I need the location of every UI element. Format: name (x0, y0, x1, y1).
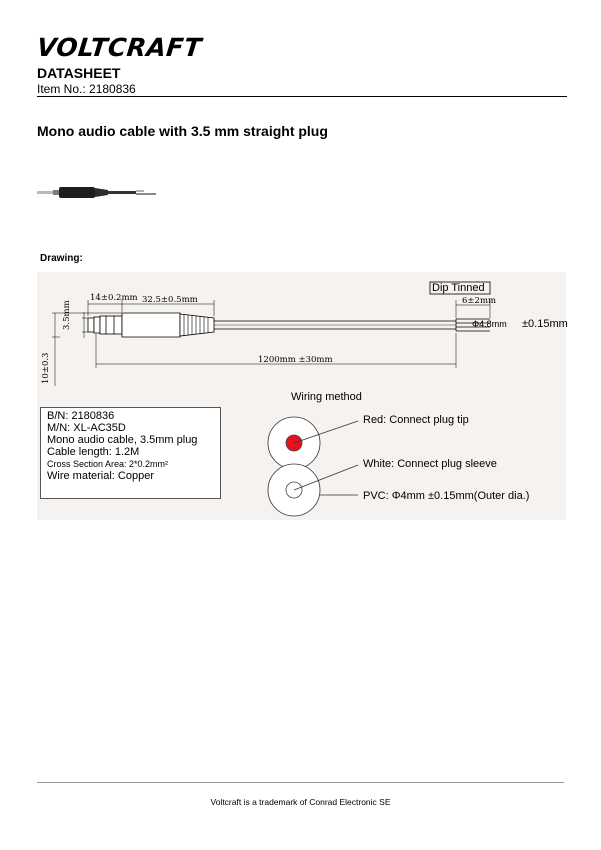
spec-bn: B/N: 2180836 (47, 410, 115, 422)
dim-cable-dia-a: Φ4.8mm (472, 319, 507, 329)
brand-logo: VOLTCRAFT (35, 33, 204, 62)
product-title: Mono audio cable with 3.5 mm straight plug (37, 123, 328, 139)
dim-plug-diameter: 3.5mm (62, 300, 72, 330)
spec-length: Cable length: 1.2M (47, 446, 140, 458)
spec-material: Wire material: Copper (47, 470, 154, 482)
wiring-white-label: White: Connect plug sleeve (363, 458, 497, 470)
spec-mn: M/N: XL-AC35D (47, 422, 126, 434)
drawing-label: Drawing: (40, 253, 83, 264)
spec-cross-section: Cross Section Area: 2*0.2mm² (47, 459, 169, 469)
dim-cable-dia-b: ±0.15mm (522, 318, 568, 330)
dim-cable-length: 1200mm ±30mm (258, 355, 333, 365)
wiring-red-label: Red: Connect plug tip (363, 414, 469, 426)
footer-divider (37, 782, 564, 783)
document-type: DATASHEET (37, 65, 121, 81)
dip-tinned-label: Dip Tinned (432, 282, 485, 294)
wiring-title: Wiring method (291, 391, 362, 403)
item-number: Item No.: 2180836 (37, 82, 136, 96)
wiring-pvc-label: PVC: Φ4mm ±0.15mm(Outer dia.) (363, 490, 530, 502)
dim-plug-body: 32.5±0.5mm (142, 295, 198, 305)
dim-plug-tip: 14±0.2mm (90, 293, 138, 303)
spec-desc: Mono audio cable, 3.5mm plug (47, 434, 198, 446)
dim-tinned: 6±2mm (462, 296, 497, 306)
footer-text: Voltcraft is a trademark of Conrad Electronic SE (210, 797, 391, 807)
dim-body-height: 10±0.3 (41, 352, 51, 384)
